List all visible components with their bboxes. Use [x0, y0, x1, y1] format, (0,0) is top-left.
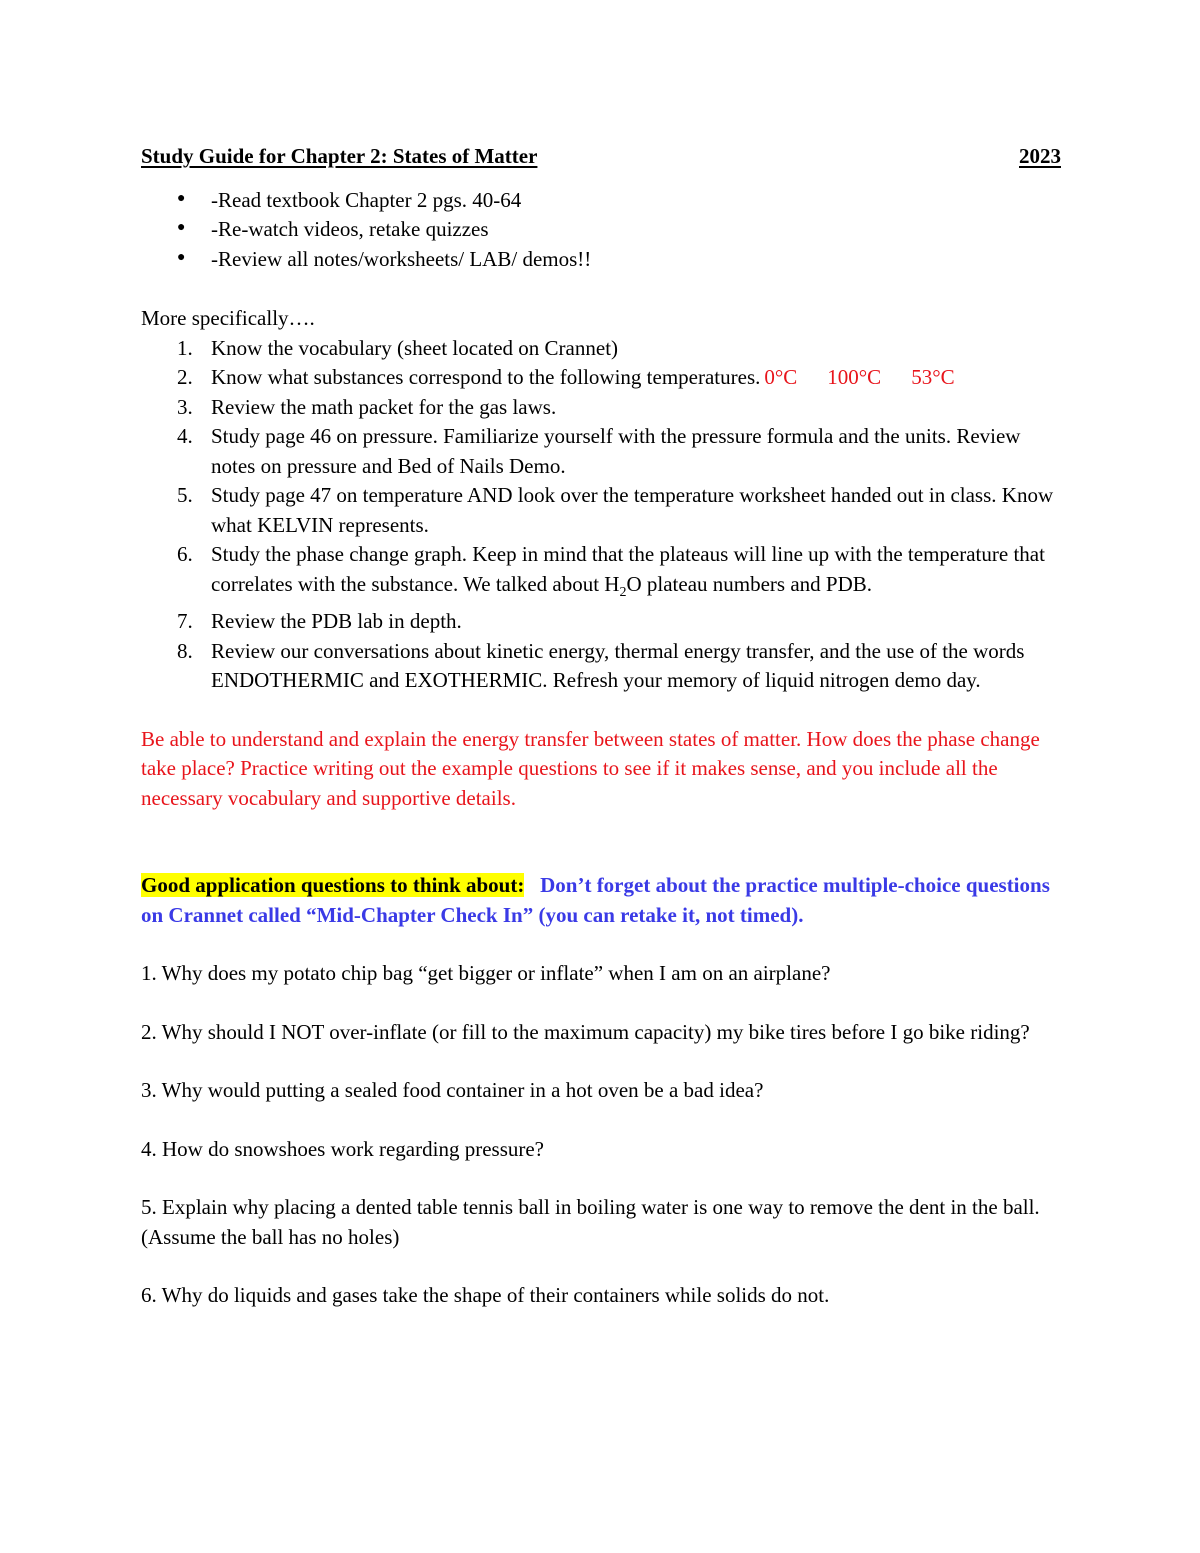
- practice-reminder: Don’t forget about the practice multiple-choice questions on Crannet called “Mid-Chapter Check In” (you can retake it, not timed).: [141, 873, 1050, 927]
- question-item: 1. Why does my potato chip bag “get bigger or inflate” when I am on an airplane?: [141, 961, 831, 986]
- bullet-icon: ●: [177, 249, 186, 265]
- question-item: 4. How do snowshoes work regarding pressure?: [141, 1136, 544, 1161]
- step-item: 4. Study page 46 on pressure. Familiarize yourself with the pressure formula and the units. Review notes on pressure and Bed of Nails Demo.: [177, 424, 1021, 478]
- bullet-item: ● -Review all notes/worksheets/ LAB/ demos!!: [141, 245, 1061, 275]
- subscript-two: 2: [619, 584, 627, 600]
- highlighted-heading: Good application questions to think about:: [141, 873, 525, 898]
- bullet-item: ● -Re-watch videos, retake quizzes: [141, 215, 1061, 245]
- temperature-value: 53°C: [911, 365, 955, 389]
- more-specifically-label: More specifically….: [141, 306, 315, 330]
- bullet-icon: ●: [177, 220, 186, 235]
- question-item: 6. Why do liquids and gases take the shape of their containers while solids do not.: [141, 1283, 830, 1308]
- review-bullet-list: [141, 186, 1061, 275]
- title-row: [141, 142, 1061, 172]
- bullet-item: ● -Read textbook Chapter 2 pgs. 40-64: [141, 186, 1061, 216]
- temperature-value: 100°C: [827, 365, 882, 389]
- application-questions-heading: [141, 871, 1061, 930]
- step-item: 6. Study the phase change graph. Keep in mind that the plateaus will line up with the temperature that correlates with the substance. We talked about $H_2O$ plateau numbers and PDB.: [177, 542, 1045, 600]
- step-item: 2. Know what substances correspond to the following temperatures. 0°C 100°C 53°C: [141, 363, 1061, 393]
- step-item: 7. Review the PDB lab in depth.: [177, 609, 462, 634]
- question-item: 5. Explain why placing a dented table tennis ball in boiling water is one way to remove the dent in the ball. (Assume the ball has no holes): [141, 1195, 1040, 1249]
- step-item: 1. Know the vocabulary (sheet located on Crannet): [177, 335, 619, 360]
- step-item: 3. Review the math packet for the gas laws.: [177, 394, 557, 419]
- question-item: 2. Why should I NOT over-inflate (or fill to the maximum capacity) my bike tires before I go bike riding?: [141, 1019, 1030, 1044]
- step-item: 5. Study page 47 on temperature AND look over the temperature worksheet handed out in class. Know what KELVIN represents.: [177, 483, 1054, 537]
- temperature-value: 0°C: [764, 365, 798, 389]
- study-steps-list: [141, 334, 1061, 696]
- document-content: [141, 142, 1061, 1340]
- energy-transfer-note: Be able to understand and explain the energy transfer between states of matter. How does the phase change take place? Practice writing out the example questions to see if it makes sense, and you include all the necessary vocabulary and supportive details.: [141, 726, 1040, 810]
- step-item: 8. Review our conversations about kinetic energy, thermal energy transfer, and the use of the words ENDOTHERMIC and EXOTHERMIC. Refresh your memory of liquid nitrogen demo day.: [177, 638, 1025, 693]
- page-year: 2023: [1019, 144, 1061, 168]
- bullet-icon: ●: [177, 190, 186, 206]
- page-title: Study Guide for Chapter 2: States of Matter: [141, 144, 538, 168]
- question-item: 3. Why would putting a sealed food container in a hot oven be a bad idea?: [141, 1078, 764, 1103]
